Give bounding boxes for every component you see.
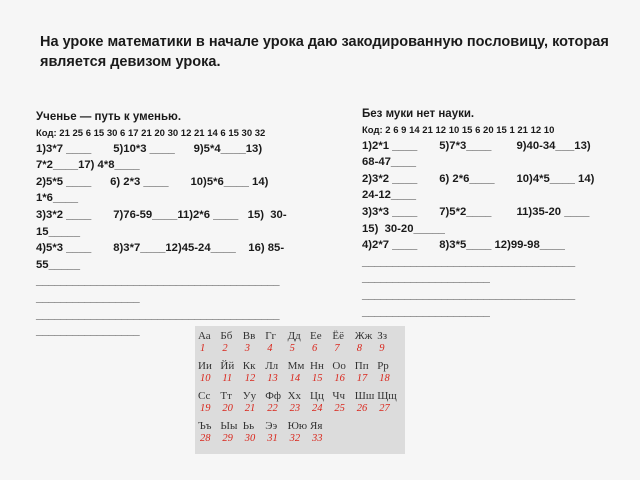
alphabet-letter: Мм [287,360,305,372]
alphabet-cell [355,390,377,418]
alphabet-letter: Юю [287,420,308,432]
alphabet-number: 14 [289,373,301,384]
task-line: 1)3*7 ____ 5)10*3 ____ 9)5*4____13) [36,142,263,155]
answer-line: ___________________________________ [362,288,575,301]
alphabet-cell [332,360,354,388]
alphabet-number: 29 [222,433,233,444]
alphabet-cell [198,360,220,388]
alphabet-number: 33 [312,433,323,444]
alphabet-letter: Тт [220,390,232,402]
alphabet-number: 3 [244,343,251,354]
alphabet-number: 1 [200,343,206,354]
task-line: 24-12____ [362,189,417,202]
proverb-code: Код: 21 25 6 15 30 6 17 21 20 30 12 21 14 6 15 30 32 [36,127,266,139]
alphabet-letter: Чч [332,390,346,402]
alphabet-cell [243,420,265,448]
alphabet-number: 19 [200,403,211,414]
alphabet-letter: Дд [287,330,301,342]
alphabet-letter: Гг [265,330,277,342]
alphabet-cell [377,330,399,358]
alphabet-letter: Кк [242,360,256,372]
task-line: 4)2*7 ____ 8)3*5____ 12)99-98____ [362,239,565,252]
alphabet-cell [243,390,265,418]
alphabet-letter: Бб [220,330,233,342]
alphabet-cell [377,390,399,418]
alphabet-cell [265,420,287,448]
alphabet-number: 20 [222,403,233,414]
alphabet-letter: Зз [377,330,388,342]
alphabet-cell [220,360,242,388]
alphabet-number: 4 [267,343,273,354]
alphabet-cell [288,330,310,358]
alphabet-cell [220,330,242,358]
alphabet-letter: Ии [198,360,212,372]
proverb-task-left [36,109,326,340]
task-line: 1*6____ [36,192,79,205]
alphabet-cell [310,420,332,448]
alphabet-letter: Оо [332,360,346,372]
alphabet-number: 9 [379,343,385,354]
alphabet-cell [310,330,332,358]
alphabet-cell [355,330,377,358]
alphabet-number: 13 [267,373,278,384]
alphabet-cell [265,360,287,388]
alphabet-letter: Пп [354,360,369,372]
alphabet-cell [332,330,354,358]
alphabet-cell [243,360,265,388]
alphabet-number: 17 [356,373,368,384]
alphabet-cell [288,420,310,448]
alphabet-number: 7 [334,343,340,354]
alphabet-letter: Лл [265,360,279,372]
alphabet-letter: Шш [354,390,375,402]
answer-line: _________________ [36,291,140,304]
alphabet-cell [332,390,354,418]
proverb-code: Код: 2 6 9 14 21 12 10 15 6 20 15 1 21 12 10 [362,124,555,136]
alphabet-number: 11 [222,373,233,384]
task-line: 15) 30-20_____ [362,222,445,235]
alphabet-cell [198,330,220,358]
alphabet-letter: Ёё [332,330,344,342]
alphabet-number: 12 [244,373,256,384]
answer-line: _____________________ [362,305,490,318]
alphabet-letter: Аа [198,330,211,342]
alphabet-letter: Рр [377,360,389,372]
task-lines [36,141,326,340]
alphabet-letter: Вв [242,330,256,342]
alphabet-number: 10 [200,373,211,384]
alphabet-letter: Ээ [265,420,278,432]
alphabet-letter: Яя [310,420,323,432]
alphabet-cell [265,390,287,418]
alphabet-cell [310,360,332,388]
task-line: 2)3*2 ____ 6) 2*6____ 10)4*5____ 14) [362,172,595,185]
alphabet-number: 30 [244,433,256,444]
alphabet-letter: Цц [310,390,324,402]
alphabet-code-table [195,326,405,454]
alphabet-cell [310,390,332,418]
task-line: 4)5*3 ____ 8)3*7____12)45-24____ 16) 85- [36,242,285,255]
task-line: 2)5*5 ____ 6) 2*3 ____ 10)5*6____ 14) [36,175,269,188]
answer-line: ___________________________________ [362,255,575,268]
alphabet-cell [243,330,265,358]
alphabet-number: 18 [379,373,390,384]
proverb-task-right [362,106,624,320]
alphabet-cell [198,390,220,418]
alphabet-number: 6 [312,343,318,354]
alphabet-number: 5 [289,343,295,354]
alphabet-letter: Сс [198,390,211,402]
alphabet-number: 16 [334,373,345,384]
answer-line: ________________________________________ [36,308,280,321]
task-line: 3)3*2 ____ 7)76-59____11)2*6 ____ 15) 30- [36,208,287,221]
alphabet-letter: Ее [310,330,322,342]
alphabet-number: 31 [267,433,278,444]
alphabet-number: 24 [312,403,323,414]
alphabet-letter: Уу [242,390,257,402]
task-line: 55_____ [36,258,80,271]
alphabet-letter: Щщ [377,390,397,402]
alphabet-cell [265,330,287,358]
task-line: 3)3*3 ____ 7)5*2____ 11)35-20 ____ [362,205,590,218]
proverb-heading: Без муки нет науки. [362,108,475,120]
alphabet-number: 22 [267,403,278,414]
task-line: 7*2____17) 4*8____ [36,159,140,172]
proverb-heading: Ученье — путь к уменью. [36,111,182,123]
alphabet-number: 25 [334,403,345,414]
alphabet-letter: Жж [354,330,373,342]
alphabet-letter: Йй [220,360,235,372]
alphabet-number: 21 [244,403,256,414]
alphabet-number: 8 [356,343,363,354]
alphabet-letter: Хх [287,390,302,402]
alphabet-number: 26 [356,403,368,414]
alphabet-letter: Ыы [220,420,238,432]
alphabet-number: 32 [289,433,301,444]
alphabet-number: 23 [289,403,301,414]
task-lines [362,138,624,321]
alphabet-cell [198,420,220,448]
alphabet-letter: Нн [310,360,324,372]
alphabet-number: 28 [200,433,211,444]
alphabet-number: 27 [379,403,390,414]
answer-line: _________________ [36,325,140,338]
alphabet-letter: Ьь [242,420,255,432]
alphabet-number: 15 [312,373,323,384]
alphabet-cell [220,390,242,418]
task-line: 15_____ [36,225,80,238]
task-line: 1)2*1 ____ 5)7*3____ 9)40-34___13) [362,139,591,152]
alphabet-cell [355,360,377,388]
page-title: На уроке математики в начале урока даю закодированную пословицу, которая является девизом урока. [40,34,609,70]
alphabet-cell [288,390,310,418]
alphabet-cell [377,360,399,388]
alphabet-letter: Фф [265,390,282,402]
alphabet-cell [288,360,310,388]
task-line: 68-47____ [362,156,417,169]
alphabet-cell [220,420,242,448]
alphabet-number: 2 [222,343,228,354]
alphabet-letter: Ъъ [198,420,212,432]
answer-line: ________________________________________ [36,275,280,288]
answer-line: _____________________ [362,272,490,285]
